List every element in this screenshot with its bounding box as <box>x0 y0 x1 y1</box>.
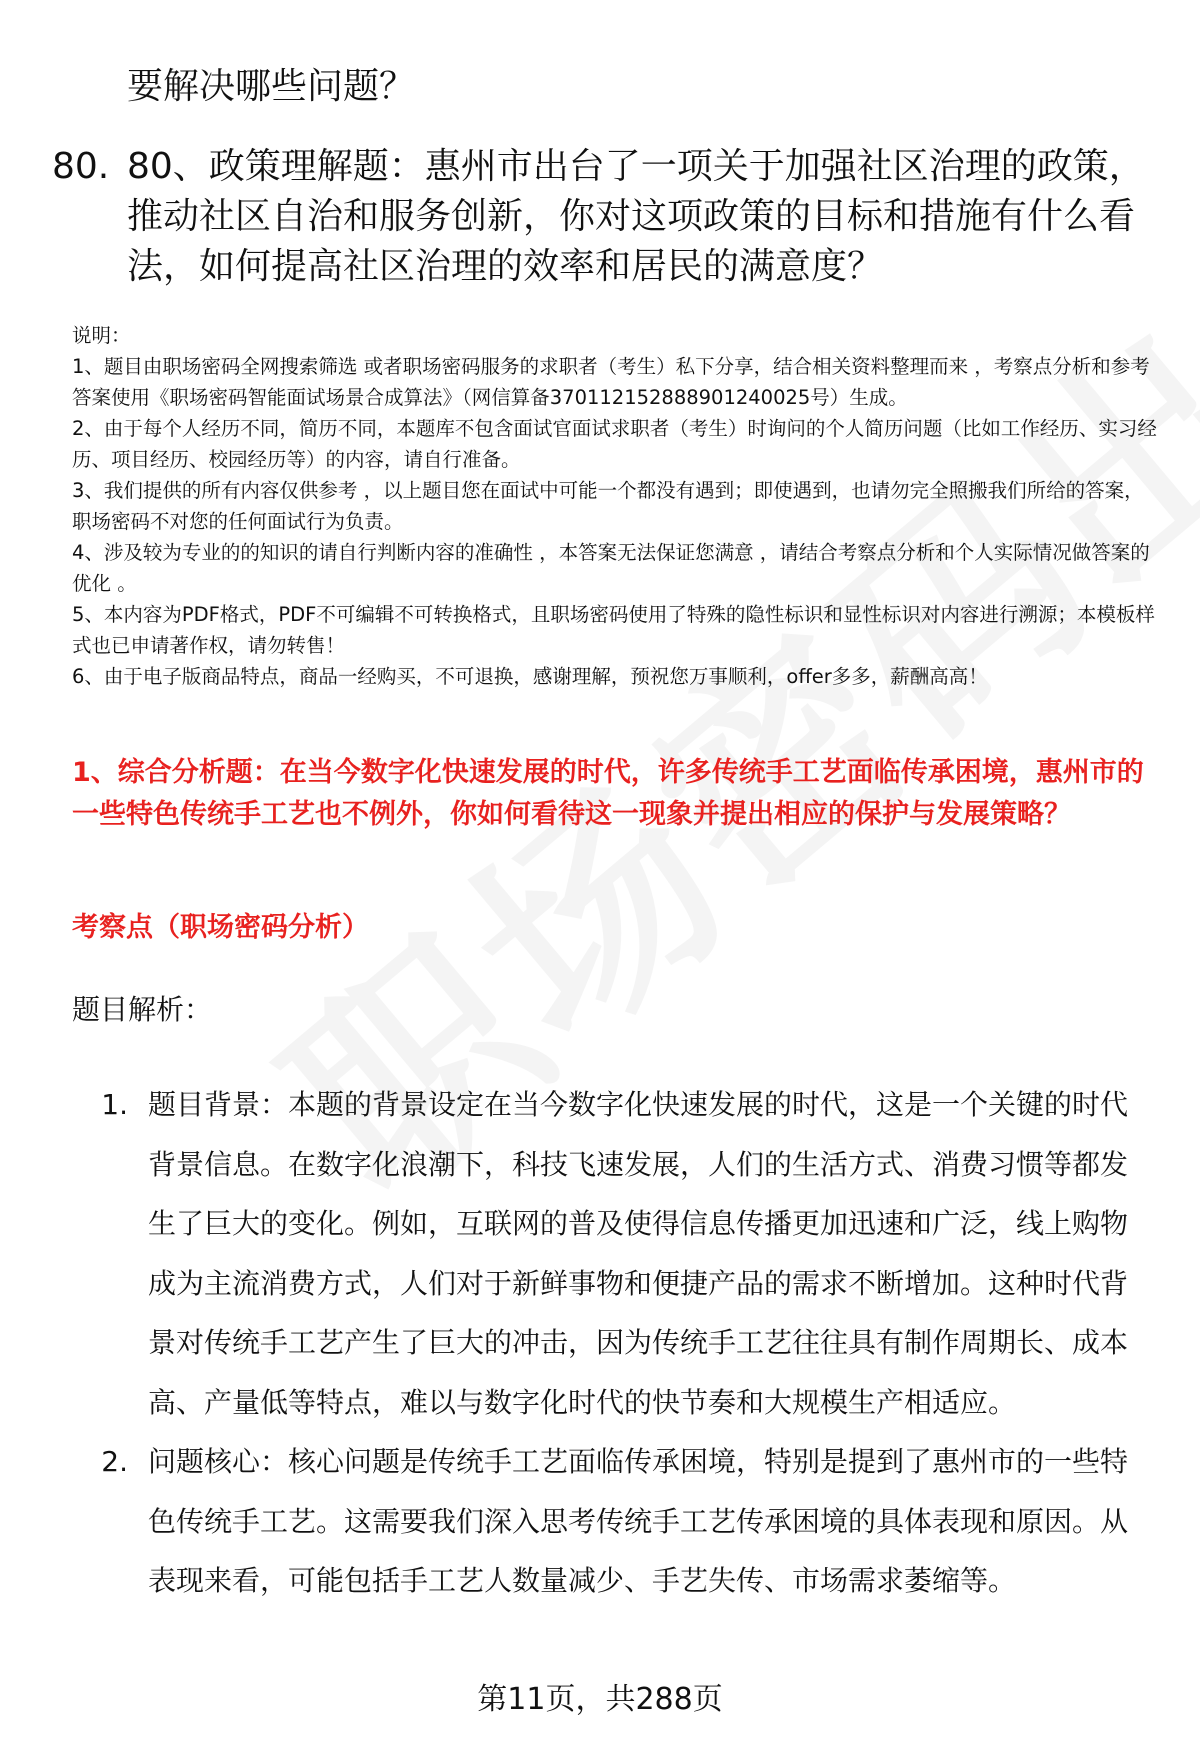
note-item: 1、题目由职场密码全网搜索筛选 或者职场密码服务的求职者（考生）私下分享，结合相关资料整理而来 ，考察点分析和参考答案使用《职场密码智能面试场景合成算法》（网信算备370112152888901240025号）生成。 <box>72 355 1150 409</box>
analysis-item-number: 1. <box>101 1088 128 1121</box>
note-item: 2、由于每个人经历不同，简历不同，本题库不包含面试官面试求职者（考生）时询问的个人简历问题（比如工作经历、实习经历、项目经历、校园经历等）的内容，请自行准备。 <box>72 417 1157 471</box>
notes-heading: 说明： <box>72 324 131 347</box>
analysis-item-text: 问题核心：核心问题是传统手工艺面临传承困境，特别是提到了惠州市的一些特色传统手工艺。这需要我们深入思考传统手工艺传承困境的具体表现和原因。从表现来看，可能包括手工艺人数量减少、手艺失传、市场需求萎缩等。 <box>148 1445 1129 1597</box>
note-item: 4、涉及较为专业的的知识的请自行判断内容的准确性 ，本答案无法保证您满意 ，请结合考察点分析和个人实际情况做答案的优化 。 <box>72 541 1150 595</box>
page-number: 第11页，共288页 <box>477 1682 723 1717</box>
analysis-item-text: 题目背景：本题的背景设定在当今数字化快速发展的时代，这是一个关键的时代背景信息。在数字化浪潮下，科技飞速发展，人们的生活方式、消费习惯等都发生了巨大的变化。例如，互联网的普及使得信息传播更加迅速和广泛，线上购物成为主流消费方式，人们对于新鲜事物和便捷产品的需求不断增加。这种时代背景对传统手工艺产生了巨大的冲击，因为传统手工艺往往具有制作周期长、成本高、产量低等特点，难以与数字化时代的快节奏和大规模生产相适应。 <box>148 1088 1129 1419</box>
note-item: 6、由于电子版商品特点，商品一经购买，不可退换，感谢理解，预祝您万事顺利，offer多多，薪酬高高！ <box>72 665 988 688</box>
previous-question-tail: 要解决哪些问题？ <box>127 66 416 107</box>
notes-section <box>72 320 1157 692</box>
analysis-item <box>72 1432 1157 1611</box>
note-item: 5、本内容为PDF格式，PDF不可编辑不可转换格式，且职场密码使用了特殊的隐性标识和显性标识对内容进行溯源；本模板样式也已申请著作权，请勿转售！ <box>72 603 1155 657</box>
question-80-number: 80. <box>52 146 110 187</box>
note-item: 3、我们提供的所有内容仅供参考 ，以上题目您在面试中可能一个都没有遇到；即使遇到，也请勿完全照搬我们所给的答案，职场密码不对您的任何面试行为负责。 <box>72 479 1144 533</box>
question-1-title: 1、综合分析题：在当今数字化快速发展的时代，许多传统手工艺面临传承困境，惠州市的一些特色传统手工艺也不例外，你如何看待这一现象并提出相应的保护与发展策略？ <box>72 757 1144 830</box>
exam-point-heading: 考察点（职场密码分析） <box>72 912 369 943</box>
analysis-item-number: 2. <box>101 1445 128 1478</box>
analysis-item <box>72 1075 1157 1432</box>
analysis-list <box>72 1075 1157 1611</box>
analysis-label: 题目解析： <box>72 993 213 1026</box>
question-80-text: 80、政策理解题：惠州市出台了一项关于加强社区治理的政策，推动社区自治和服务创新，你对这项政策的目标和措施有什么看法，如何提高社区治理的效率和居民的满意度？ <box>127 146 1145 287</box>
